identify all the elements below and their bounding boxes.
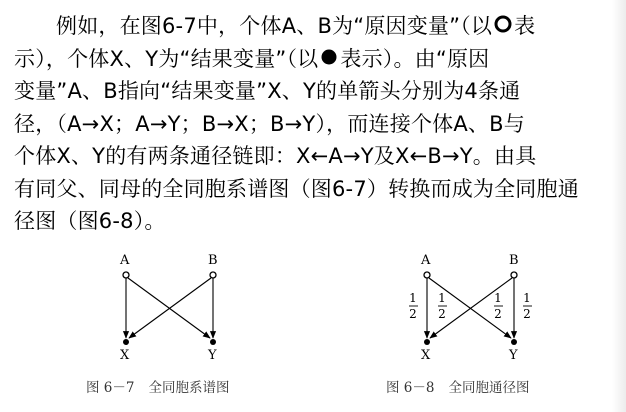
figures-svg — [0, 250, 626, 375]
open-circle-icon — [493, 14, 513, 34]
paragraph-text: 个体X、Y的有两条通径链即：X←A→Y及X←B→Y。由具 — [14, 144, 537, 168]
svg-text:1: 1 — [438, 291, 446, 305]
fig8-coef-a-x — [409, 291, 418, 321]
svg-text:1: 1 — [409, 291, 417, 305]
fig7-node-x-filled-circle-icon — [123, 339, 129, 345]
fig8-node-y-label: Y — [509, 348, 518, 363]
paragraph-line — [14, 43, 614, 76]
figure-6-8-caption-title: 全同胞通径图 — [448, 380, 530, 396]
body-paragraph — [14, 10, 614, 238]
fig8-node-a-open-circle-icon — [424, 272, 430, 278]
figure-6-7-pedigree — [119, 253, 218, 363]
figure-6-8-caption — [386, 376, 529, 396]
fig8-node-y-filled-circle-icon — [511, 339, 517, 345]
paragraph-text: 表 — [514, 14, 536, 38]
fig8-coef-b-y — [523, 291, 532, 321]
paragraph-line — [14, 173, 614, 206]
paragraph-line — [14, 108, 614, 141]
svg-text:1: 1 — [523, 291, 531, 305]
paragraph-text: 例如，在图6-7中，个体A、B为“原因变量”（以 — [56, 14, 493, 38]
fig8-node-x-filled-circle-icon — [424, 339, 430, 345]
fig8-node-b-label: B — [509, 253, 519, 268]
fig8-node-b-open-circle-icon — [511, 272, 517, 278]
paragraph-text: 变量”A、B指向“结果变量”X、Y的单箭头分别为4条通 — [14, 79, 521, 103]
fig8-node-a-label: A — [421, 253, 431, 268]
paragraph-line — [14, 10, 614, 43]
figure-6-8-caption-number: 图 6－8 — [386, 380, 435, 396]
fig7-node-y-label: Y — [208, 348, 217, 363]
svg-text:1: 1 — [494, 291, 502, 305]
svg-text:2: 2 — [494, 307, 502, 321]
paragraph-line — [14, 75, 614, 108]
fig7-node-b-label: B — [208, 253, 218, 268]
fig7-node-a-open-circle-icon — [123, 272, 129, 278]
paragraph-text: 径图（图6-8）。 — [14, 209, 166, 233]
fig7-node-b-open-circle-icon — [210, 272, 216, 278]
fig7-node-a-label: A — [120, 253, 130, 268]
fig8-coef-b-x — [494, 291, 503, 321]
fig7-node-y-filled-circle-icon — [210, 339, 216, 345]
page-edge-shadow — [612, 0, 626, 412]
paragraph-text: 表示）。由“原因 — [340, 46, 490, 71]
paragraph-line — [14, 140, 614, 173]
fig7-node-x-label: X — [120, 348, 130, 363]
figure-6-8-path-diagram — [409, 253, 532, 363]
figure-6-7-caption-title: 全同胞系谱图 — [148, 380, 230, 396]
svg-text:2: 2 — [409, 307, 417, 321]
fig7-arrow-b-to-x — [129, 278, 211, 338]
figure-6-7-caption-number: 图 6－7 — [86, 380, 135, 396]
paragraph-text: 示），个体X、Y为“结果变量”（以 — [14, 46, 319, 71]
svg-text:2: 2 — [438, 307, 446, 321]
figure-6-7-caption — [86, 376, 229, 396]
fig8-coef-a-y — [438, 291, 447, 321]
paragraph-text: 径，（A→X；A→Y；B→X；B→Y），而连接个体A、B与 — [14, 111, 525, 136]
paragraph-line — [14, 205, 614, 238]
paragraph-text: 有同父、同母的全同胞系谱图（图6-7）转换而成为全同胞通 — [14, 176, 579, 201]
fig7-arrow-a-to-y — [128, 278, 210, 338]
fig8-node-x-label: X — [421, 348, 431, 363]
filled-circle-icon — [319, 47, 339, 67]
svg-text:2: 2 — [523, 307, 531, 321]
